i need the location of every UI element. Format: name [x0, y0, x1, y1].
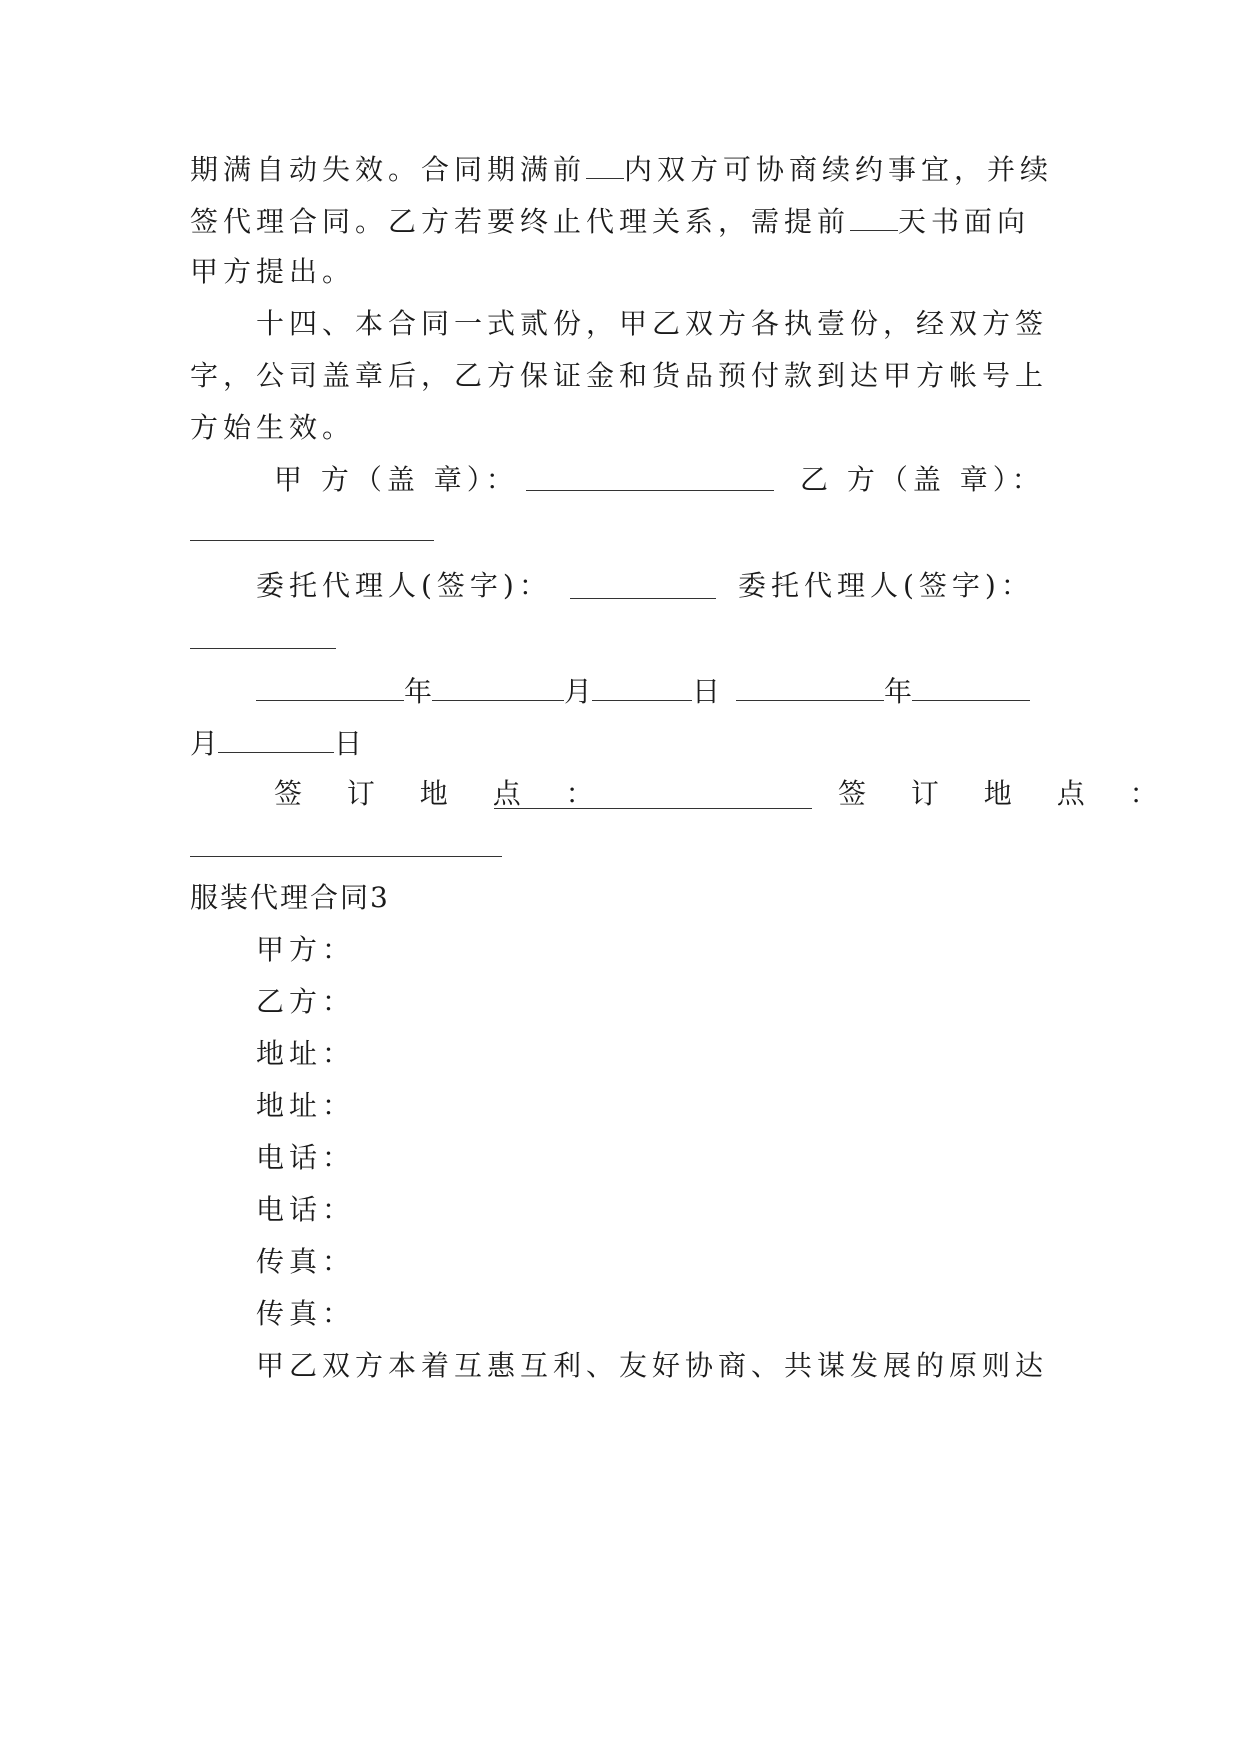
phone-a-label: 电话：	[256, 1141, 356, 1174]
day-label: 日	[334, 727, 363, 760]
month-blank[interactable]	[432, 670, 564, 701]
address-a-label: 地址：	[256, 1037, 356, 1070]
date-a	[256, 670, 1116, 712]
text-line	[190, 148, 1054, 190]
year-blank[interactable]	[736, 670, 884, 701]
clause-text: 内双方可协商续约事宜，并续	[624, 153, 1054, 186]
fax-a-label: 传真：	[256, 1245, 356, 1278]
day-blank[interactable]	[218, 722, 334, 753]
text-line	[190, 200, 1050, 242]
month-label: 月	[190, 727, 219, 760]
place-a-label: 签 订 地 点 ：	[274, 777, 612, 810]
place-a-blank[interactable]	[494, 808, 812, 809]
text-line: 字，公司盖章后，乙方保证金和货品预付款到达甲方帐号上	[190, 359, 1049, 392]
agent-a-blank[interactable]	[570, 598, 716, 599]
clause-text: 签代理合同。乙方若要终止代理关系，需提前	[190, 205, 851, 238]
party-b-seal-label: 乙 方（盖 章）：	[800, 463, 1045, 496]
year-label: 年	[404, 675, 433, 708]
clause-14-first-line: 十四、本合同一式贰份，甲乙双方各执壹份，经双方签	[256, 307, 1049, 340]
blank-field[interactable]	[586, 148, 624, 179]
month-label: 月	[564, 675, 593, 708]
party-b-seal-blank[interactable]	[190, 540, 434, 541]
address-b-label: 地址：	[256, 1089, 356, 1122]
fax-b-label: 传真：	[256, 1297, 356, 1330]
party-b-field-label: 乙方：	[256, 985, 356, 1018]
text-line: 甲方提出。	[190, 255, 356, 288]
month-blank[interactable]	[912, 670, 1030, 701]
clause-text: 期满自动失效。合同期满前	[190, 153, 587, 186]
agent-b-blank[interactable]	[190, 648, 336, 649]
agent-a-label: 委托代理人(签字)：	[256, 569, 552, 602]
year-blank[interactable]	[256, 670, 404, 701]
party-a-seal-label: 甲 方（盖 章）：	[274, 463, 519, 496]
place-b-label: 签 订 地 点 ：	[838, 777, 1176, 810]
party-a-seal-blank[interactable]	[526, 490, 774, 491]
agent-b-label: 委托代理人(签字)：	[738, 569, 1034, 602]
day-label: 日	[692, 675, 721, 708]
clause-text: 天书面向	[898, 205, 1031, 238]
text-line: 方始生效。	[190, 411, 356, 444]
party-a-field-label: 甲方：	[256, 933, 356, 966]
intro-paragraph: 甲乙双方本着互惠互利、友好协商、共谋发展的原则达	[256, 1349, 1049, 1382]
year-label: 年	[884, 675, 913, 708]
contract-title: 服装代理合同3	[190, 881, 390, 914]
day-blank[interactable]	[592, 670, 692, 701]
place-b-blank[interactable]	[190, 856, 502, 857]
date-b	[190, 722, 1050, 764]
phone-b-label: 电话：	[256, 1193, 356, 1226]
blank-field[interactable]	[850, 200, 898, 231]
